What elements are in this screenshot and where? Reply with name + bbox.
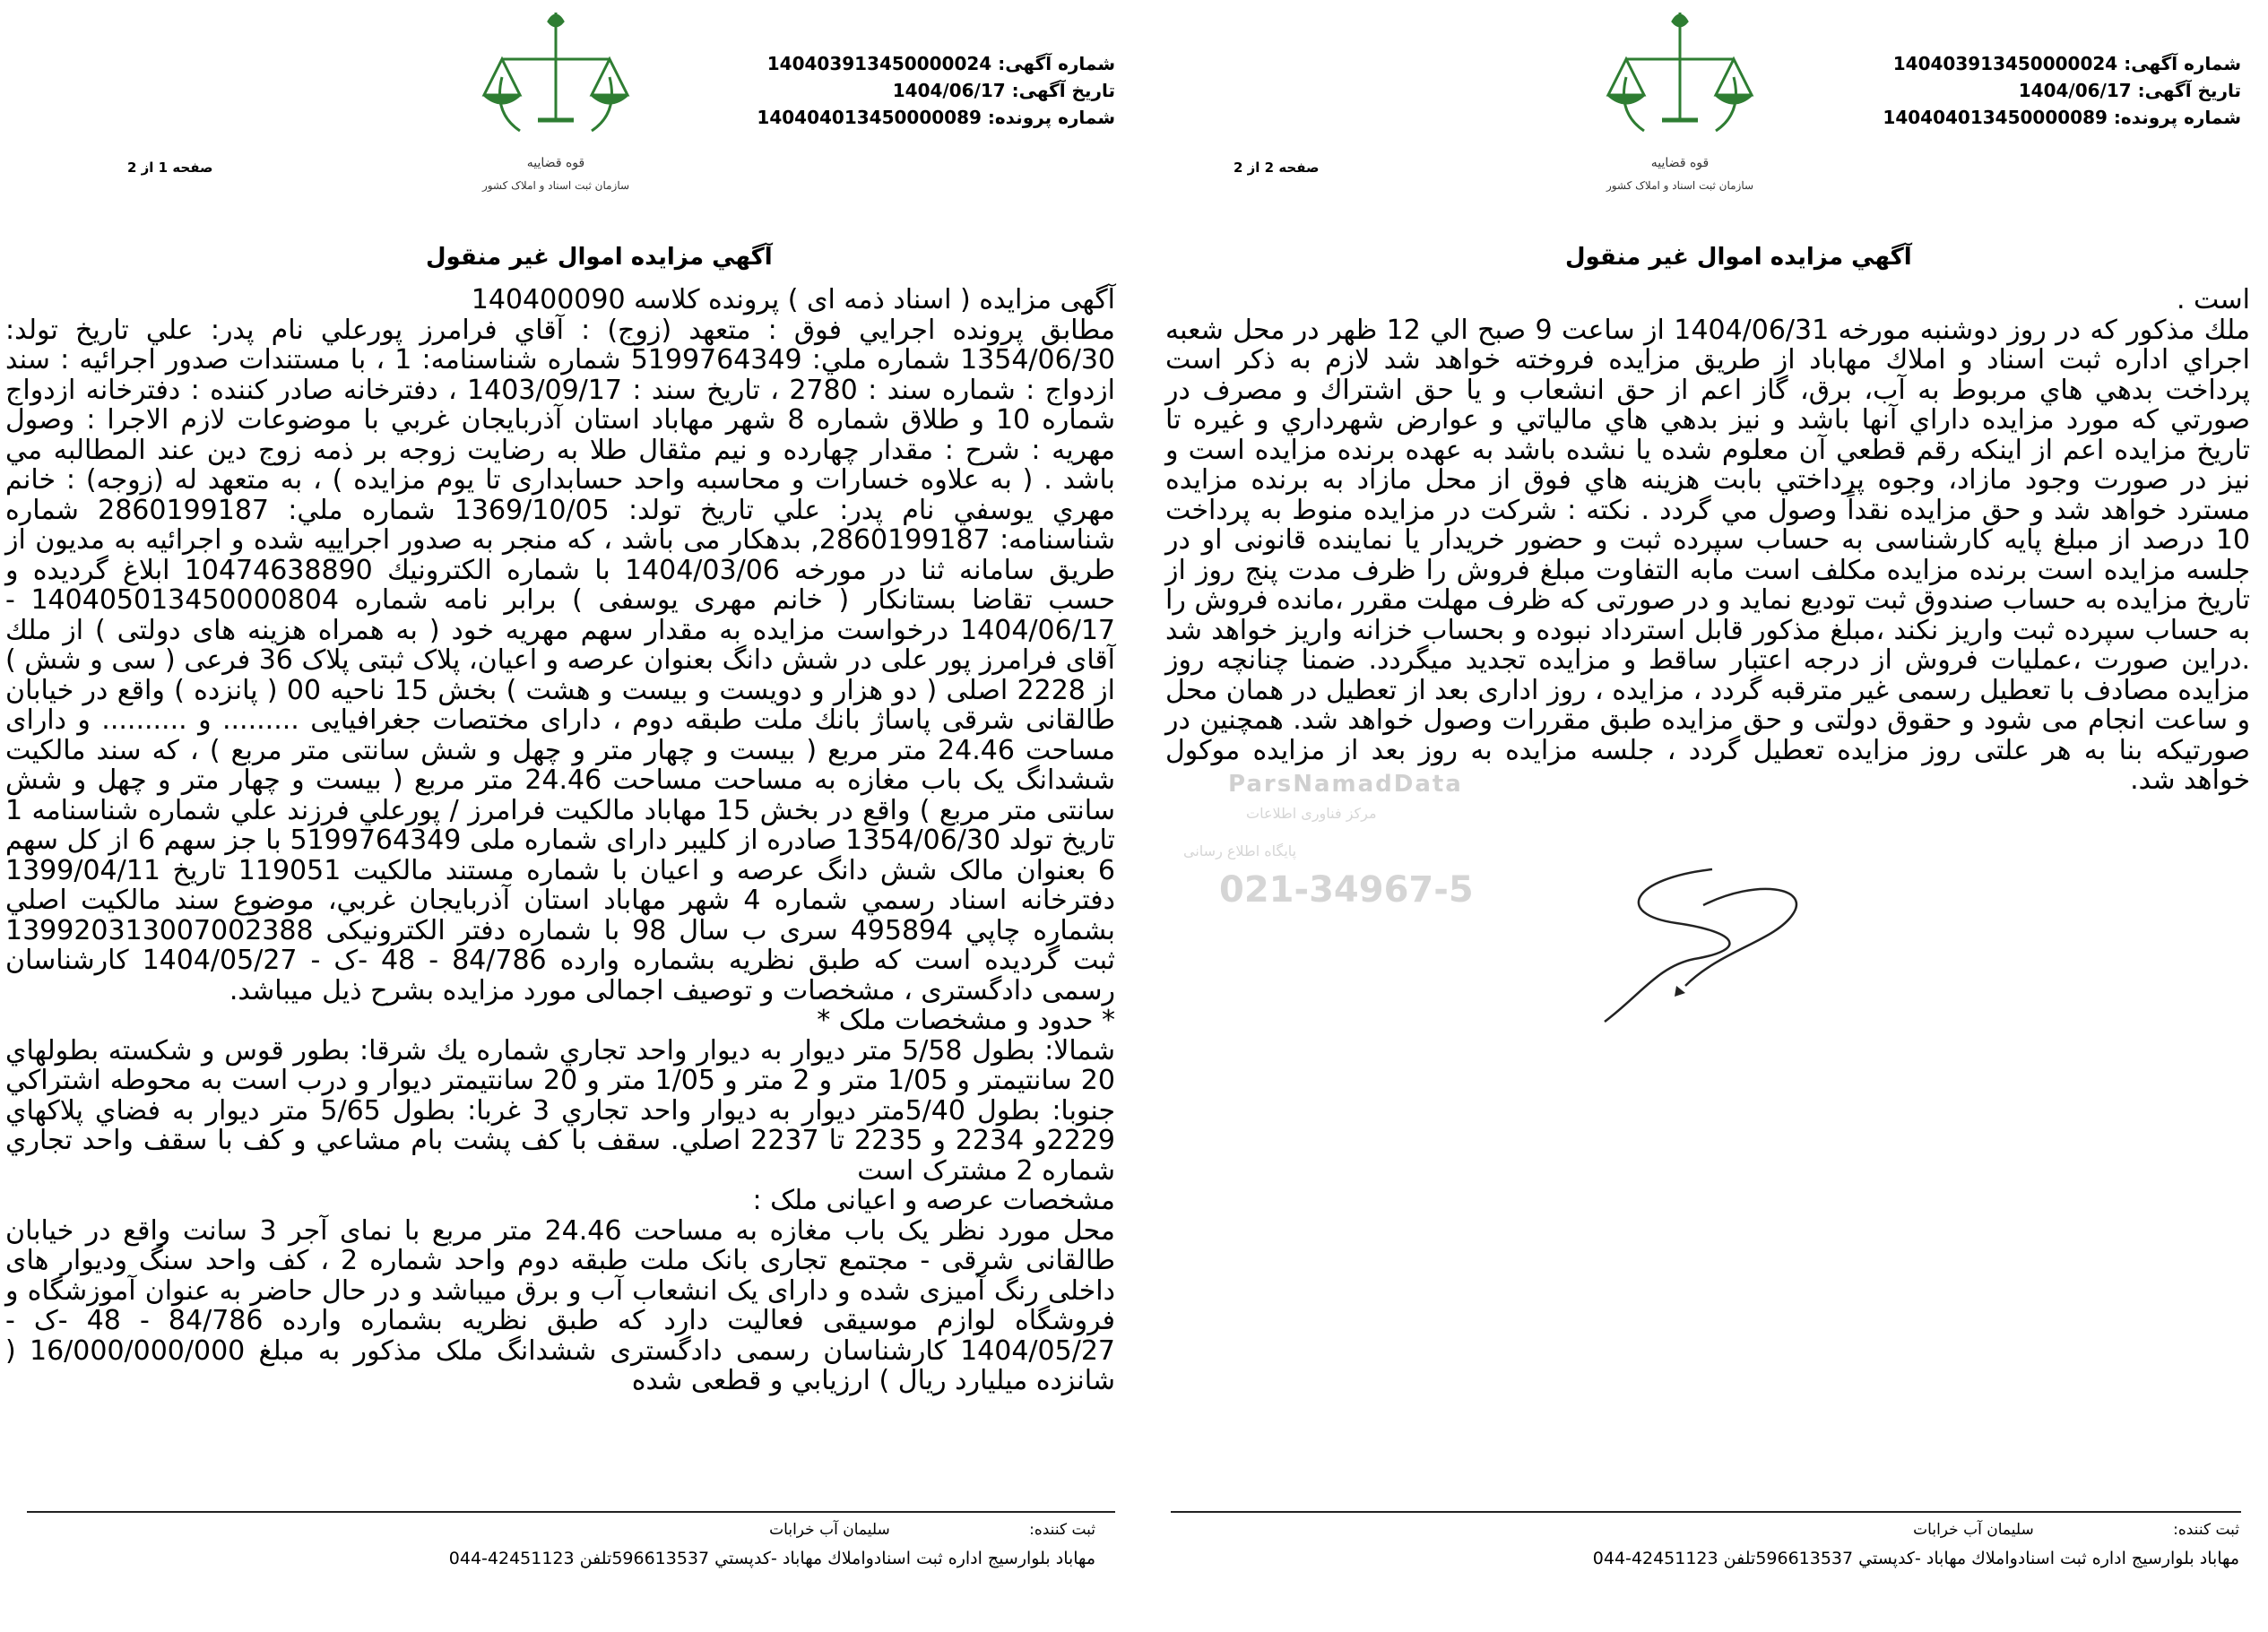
registrar-label: ثبت کننده: [2173, 1521, 2239, 1539]
watermark [1147, 735, 1506, 986]
notice-title: آگهي مزايده اموال غير منقول [1565, 244, 1912, 271]
ad-number: شماره آگهی: 140403913450000024 [1892, 53, 2241, 74]
paragraph: محل مورد نظر يک باب مغازه به مساحت 24.46 متر مربع با نمای آجر 3 سانت واقع در خيابان طالقانی شرقی - مجتمع تجاری بانک ملت طبقه دوم واحد شماره 2 ، کف واحد سنگ وديوار های داخلی رنگ آميزی شده و دارای يک انشعاب آب و برق ميباشد و در حال حاضر به عنوان آموزشگاه و فروشگاه لوازم موسيقی فعاليت دارد که طبق نظريه بشماره وارده 84/786 - 48 -ک - 1404/05/27 کارشناسان رسمی دادگستری ششدانگ ملک مذکور به مبلغ 16/000/000/000 ( شانزده ميليارد ريال ) ارزيابي و قطعی شده [5, 1214, 1115, 1396]
paragraph: است . [2176, 284, 2250, 315]
ad-date: تاریخ آگهی: 1404/06/17 [2018, 80, 2241, 101]
svg-text:سازمان ثبت اسناد و املاک کشور: سازمان ثبت اسناد و املاک کشور [481, 179, 630, 192]
notice-title: آگهي مزايده اموال غير منقول [426, 244, 773, 271]
registrar-name: سلیمان آب خرابات [769, 1521, 890, 1539]
registrar-name: سلیمان آب خرابات [1913, 1521, 2034, 1539]
watermark-site: ParsNamadData [1228, 771, 1463, 798]
svg-text:قوه قضاییه: قوه قضاییه [1650, 156, 1710, 170]
paragraph: مطابق پرونده اجرايي فوق : متعهد (زوج) : آقاي فرامرز پورعلي نام پدر: علي تاريخ تولد: 1354/06/30 شماره ملي: 5199764349 شماره شناسنامه: 1 ، با مستندات صدور اجرائيه : سند ازدواج : شماره سند : 2780 ، تاريخ سند : 1403/09/17 ، دفترخانه صادر كننده : دفترخانه ازدواج شماره 10 و طلاق شماره 8 شهر مهاباد استان آذربايجان غربي با موضوعات لازم الاجرا : وصول مهريه : شرح : مقدار چهارده و نيم مثقال طلا به رضايت زوجه بر ذمه زوج دين عند المطالبه مي باشد . ( به علاوه خسارات و محاسبه واحد حسابداری تا يوم مزايده ) ، به متعهد له (زوجه) : خانم مهري يوسفي نام پدر: علي تاريخ تولد: 1369/10/05 شماره ملي: 2860199187 شماره شناسنامه: 2860199187, بدهكار می باشد ، كه منجر به صدور اجراييه شده و اجرائيه به مديون از طريق سامانه ثنا در مورخه 1404/03/06 با شماره الكترونيك 10474638890 ابلاغ گرديده و حسب تقاضا بستانكار ( خانم مهری يوسفی ) برابر نامه شماره 140405013450000804 - 1404/06/17 درخواست مزايده به مقدار سهم مهريه خود ( به همراه هزينه های دولتی ) از ملك آقای فرامرز پور علی در شش دانگ بعنوان عرصه و اعيان، پلاک ثبتی پلاک 36 فرعی ( سی و شش ) از 2228 اصلی ( دو هزار و دويست و بيست و هشت ) بخش 15 ناحيه 00 ( پانزده ) واقع در خيابان طالقانی شرقی پاساژ بانك ملت طبقه دوم ، دارای مختصات جغرافيايی ......... و .......... و دارای مساحت 24.46 متر مربع ( بيست و چهار متر و چهل و شش سانتی متر مربع ) ، كه سند مالكيت ششدانگ يک باب مغازه به مساحت مساحت 24.46 متر مربع ( بيست و چهار متر و چهل و شش سانتی متر مربع ) واقع در بخش 15 مهاباد مالكيت فرامرز / پورعلي فرزند علي شماره شناسنامه 1 تاريخ تولد 1354/06/30 صادره از كليبر داراى شماره ملى 5199764349 با جز سهم 6 از كل سهم 6 بعنوان مالک شش دانگ عرصه و اعيان با شماره مستند مالكيت 119051 تاريخ 1399/04/11 دفترخانه اسناد رسمي شماره 4 شهر مهاباد استان آذربايجان غربي، موضوع سند مالكيت اصلي بشماره چاپي 495894 سری ب سال 98 با شماره دفتر الكترونيكی 139920313007002388 ثبت گرديده است كه طبق نظريه بشماره وارده 84/786 - 48 -ک - 1404/05/27 كارشناسان رسمی دادگستری ، مشخصات و توصيف اجمالی مورد مزايده بشرح ذيل ميباشد. [5, 314, 1116, 1006]
ad-date: تاریخ آگهی: 1404/06/17 [892, 80, 1115, 101]
notice-body [1165, 285, 2250, 796]
judiciary-emblem [466, 5, 645, 203]
case-number: شماره پرونده: 140404013450000089 [757, 107, 1115, 128]
paragraph: ملك مذكور كه در روز دوشنبه مورخه 1404/06/31 از ساعت 9 صبح الي 12 ظهر در محل شعبه اجراي اداره ثبت اسناد و املاك مهاباد از طريق مزايده فروخته خواهد شد لازم به ذكر است پرداخت بدهي هاي مربوط به آب، برق، گاز اعم از حق انشعاب و يا حق اشتراك و مصرف در صورتي كه مورد مزايده داراي آنها باشد و نيز بدهي هاي مالياتي و عوارض شهرداري و غيره تا تاريخ مزايده اعم از اينكه رقم قطعي آن معلوم شده يا نشده باشد به عهده برنده مزايده است و نيز در صورت وجود مازاد، وجوه پرداختي بابت هزينه هاي فوق از محل مازاد به برنده مزايده مسترد خواهد شد و حق مزايده نقداً وصول مي گردد . نكته : شركت در مزايده منوط به پرداخت 10 درصد از مبلغ پايه كارشناسی به حساب سپرده ثبت و حضور خريدار يا نماينده قانونی او در جلسه مزايده است برنده مزايده مكلف است مابه التفاوت مبلغ فروش را ظرف مدت پنج روز از تاريخ مزايده به حساب صندوق ثبت توديع نمايد و در صورتی كه ظرف مهلت مقرر ،مانده فروش را به حساب سپرده ثبت واريز نكند ،مبلغ مذكور قابل استرداد نبوده و بحساب خزانه واريز خواهد شد .دراين صورت ،عمليات فروش از درجه اعتبار ساقط و مزايده تجديد ميگردد. ضمنا چنانچه روز مزايده مصادف با تعطيل رسمی غير مترقبه گردد ، مزايده ، روز اداری بعد از تعطيل در همان محل و ساعت انجام می شود و حقوق دولتی و حق مزايده طبق مقررات وصول خواهد شد. همچنين در صورتيكه بنا به هر علتی روز مزايده تعطيل گردد ، جلسه مزايده به روز بعد از مزايده موكول خواهد شد. [1165, 314, 2250, 796]
notice-body [5, 247, 1115, 1396]
paragraph: آگهی مزایده ( اسناد ذمه ای ) پرونده کلاسه 140400090 [471, 284, 1115, 315]
case-number: شماره پرونده: 140404013450000089 [1883, 107, 2241, 128]
svg-text:قوه قضاییه: قوه قضاییه [526, 156, 585, 170]
paragraph: مشخصات عرصه و اعيانی ملک : [752, 1185, 1115, 1216]
registrar [769, 1521, 1095, 1539]
paragraph: * حدود و مشخصات ملک * [817, 1005, 1115, 1036]
office-address: مهاباد بلوارسيج اداره ثبت اسنادواملاك مهاباد -كدپستي 596613537تلفن 42451123-044 [448, 1549, 1095, 1568]
registrar-label: ثبت کننده: [1029, 1521, 1095, 1539]
signature [1578, 851, 1865, 1031]
watermark-line2: پایگاه اطلاع رسانی [1183, 842, 1297, 859]
judiciary-emblem [1590, 5, 1770, 203]
registrar [1913, 1521, 2239, 1539]
footer-divider [1171, 1511, 2241, 1513]
watermark-phone: 021-34967-5 [1219, 869, 1474, 911]
page-number: صفحه 1 از 2 [127, 160, 213, 176]
office-address: مهاباد بلوارسيج اداره ثبت اسنادواملاك مهاباد -كدپستي 596613537تلفن 42451123-044 [1592, 1549, 2239, 1568]
watermark-line1: مرکز فناوری اطلاعات [1246, 805, 1377, 822]
page-number: صفحه 2 از 2 [1234, 160, 1320, 176]
footer-divider [27, 1511, 1115, 1513]
ad-number: شماره آگهی: 140403913450000024 [766, 53, 1115, 74]
svg-text:سازمان ثبت اسناد و املاک کشور: سازمان ثبت اسناد و املاک کشور [1606, 179, 1754, 192]
paragraph: شمالا: بطول 5/58 متر ديوار به ديوار واحد تجاري شماره يك شرقا: بطور قوس و شكسته بطولهاي 20 سانتيمتر و 1/05 متر و 2 متر و 1/05 متر و 20 سانتيمتر ديوار و درب است به محوطه اشتراكي جنوبا: بطول 5/40متر ديوار به ديوار واحد تجاري 3 غربا: بطول 5/65 متر ديوار به فضاي پلاكهاي 2229و 2234 و 2235 تا 2237 اصلي. سقف با كف پشت بام مشاعي و كف با سقف واحد تجاري شماره 2 مشترک است [5, 1034, 1116, 1187]
ad-meta [757, 50, 1115, 131]
ad-meta [1883, 50, 2241, 131]
